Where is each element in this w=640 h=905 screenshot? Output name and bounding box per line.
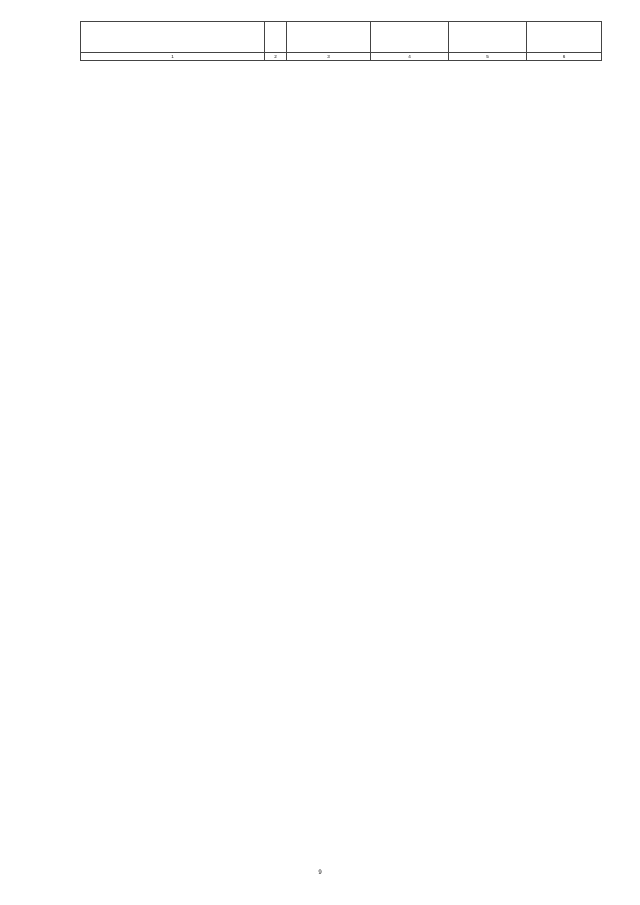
col-number: 1: [81, 53, 265, 61]
col-number: 4: [371, 53, 449, 61]
col-number: 5: [449, 53, 527, 61]
revenue-table: [80, 21, 602, 61]
col-header-name: [81, 22, 265, 53]
col-header-unexecuted: [527, 22, 602, 53]
col-header-executed: [449, 22, 527, 53]
page-number: 9: [318, 870, 322, 876]
col-number: 2: [265, 53, 287, 61]
col-number: 3: [287, 53, 371, 61]
col-header-approved: [371, 22, 449, 53]
col-number: 6: [527, 53, 602, 61]
col-header-line-code: [265, 22, 287, 53]
col-header-revenue-code: [287, 22, 371, 53]
